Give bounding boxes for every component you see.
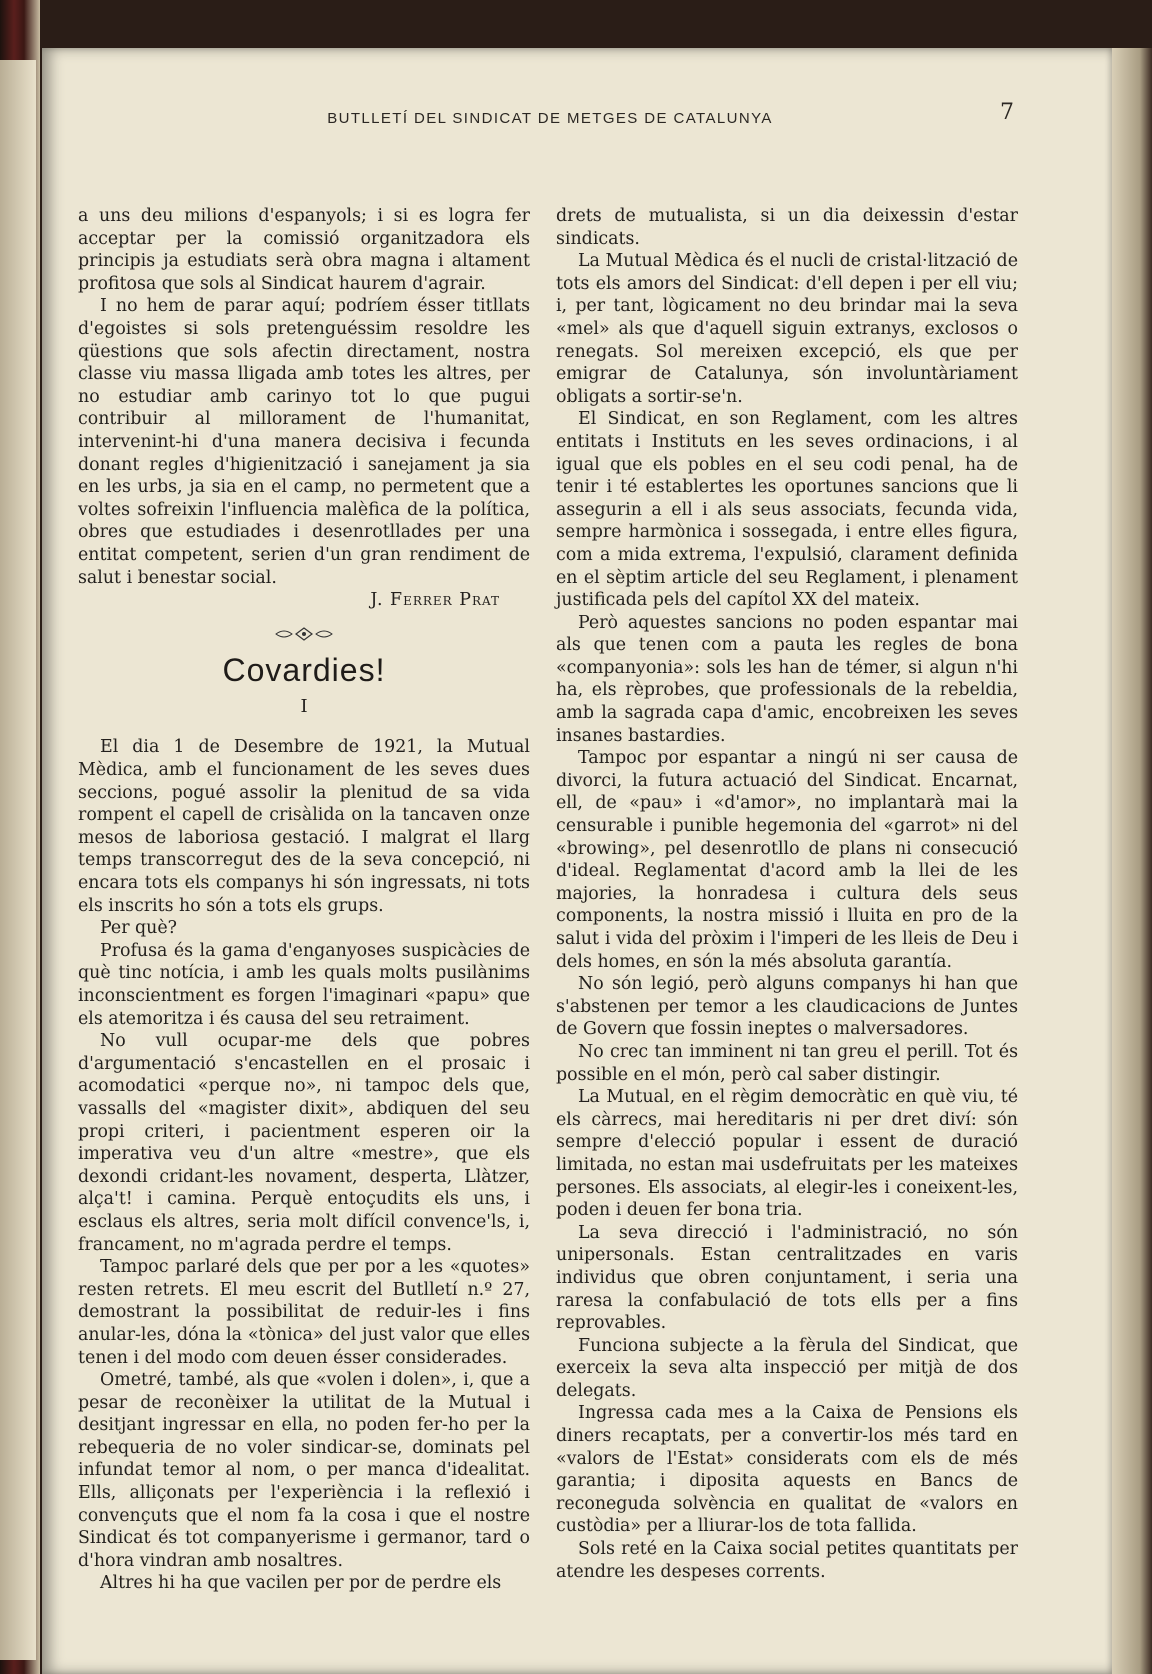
paragraph: Tampoc por espantar a ningú ni ser causa de divorci, la futura actuació del Sindicat. Encarnat, ell, de «pau» i «d'amor», no implantarà mai la censurable i punible hegemonia del «garrot» ni del «browing», pel desenrotllo de plans ni consecució d'ideal. Reglamentat d'acord amb la llei de les majories, la honradesa i cultura dels seus components, la nostra missió i lluita en pro de la salut i vida del pròxim i l'imperi de les lleis de Deu i dels homes, en són la més absoluta garantía.	[556, 748, 1018, 972]
paragraph: El dia 1 de Desembre de 1921, la Mutual Mèdica, amb el funcionament de les seves dues seccions, pogué assolir la plenitud de sa vida rompent el capell de crisàlida on la tancaven onze mesos de laboriosa gestació. I malgrat el llarg temps transcorregut des de la seva concepció, ni encara tots els companys hi són ingressats, ni tots els inscrits ho són a tots els grups.	[78, 737, 530, 916]
paragraph: Funciona subjecte a la fèrula del Sindicat, que exerceix la seva alta inspecció per mitjà de dos delegats.	[556, 1335, 1018, 1401]
paragraph: No vull ocupar-me dels que pobres d'argumentació s'encastellen en el prosaic i acomodatici «perque no», ni tampoc dels que, vassalls del «magister dixit», abdiquen del seu propi criteri, i pacientment esperen oir la imperativa veu d'un altre «mestre», que els dexondi cridant-les novament, desperta, Llàtzer, alça't! i camina. Perquè entoçudits els uns, i esclaus els altres, seria molt difícil convence'ls, i, francament, no m'agrada perdre el temps.	[78, 1031, 530, 1255]
right-column	[556, 205, 1018, 1583]
paragraph: La Mutual, en el règim democràtic en què viu, té els càrrecs, mai hereditaris ni per dret diví: són sempre d'elecció popular i essent de duració limitada, no estan mai usdefruitats per les mateixes persones. Els associats, al elegir-les i coneixent-les, poden i deuen fer bona tria.	[556, 1087, 1018, 1221]
paragraph: Però aquestes sancions no poden espantar mai als que tenen com a pauta les regles de bona «companyonia»: sols les han de témer, si algun n'hi ha, els rèprobes, que professionals de la rebeldia, amb la sagrada capa d'amic, encobreixen les seves insanes bastardies.	[556, 612, 1018, 746]
paragraph: La seva direcció i l'administració, no són unipersonals. Estan centralitzades en varis individus que obren conjuntament, i seria una raresa la confabulació de tots ells per a fins reprovables.	[556, 1222, 1018, 1334]
paragraph: I no hem de parar aquí; podríem ésser titllats d'egoistes si sols pretenguéssim resoldre les qüestions que sols afectin directament, nostra classe viu massa lligada amb totes les altres, per no estudiar amb carinyo tot lo que pugui contribuir al millorament de l'humanitat, intervenint-hi d'una manera decisiva i fecunda donant regles d'higienització i sanejament ja sia en les urbs, ja sia en el camp, no permetent que a voltes sofreixin l'influencia malèfica de la política, obres que estudiades i desenrotllades per una entitat competent, serien d'un gran rendiment de salut i benestar social.	[78, 296, 530, 588]
paragraph: Tampoc parlaré dels que per por a les «quotes» resten retrets. El meu escrit del Butlletí n.º 27, demostrant la possibilitat de reduir-les i fins anular-les, dóna la «tònica» del just valor que elles tenen i del modo com deuen ésser considerades.	[78, 1257, 530, 1368]
ornament-icon	[78, 626, 530, 650]
paragraph: Altres hi ha que vacilen per por de perdre els	[100, 1573, 502, 1594]
paragraph: Ometré, també, als que «volen i dolen», i, que a pesar de reconèixer la utilitat de la Mutual i desitjant ingressar en ella, no poden fer-ho per la rebequeria de no voler sindicar-se, dominats pel infundat temor al nom, o per manca d'idealitat. Ells, alliçonats per l'experiència i la reflexió i convençuts que el nom fa la cosa i que el nostre Sindicat és tot companyerisme i germanor, tard o d'hora vindran amb nosaltres.	[78, 1370, 530, 1571]
previous-page-edge	[0, 60, 36, 1660]
page-stack-edge	[1112, 48, 1152, 1674]
paragraph: Ingressa cada mes a la Caixa de Pensions els diners recaptats, per a convertir-los més tard en «valors de l'Estat» considerats com els de més garantia; i diposita aquests en Bancs de reconeguda solvència en qualitat de «valors en custòdia» per a lliurar-los de tota fallida.	[556, 1403, 1018, 1537]
section-number: I	[300, 695, 308, 717]
paragraph: El Sindicat, en son Reglament, com les altres entitats i Instituts en les seves ordinacions, i al igual que els pobles en el seu codi penal, ha de tenir i té establertes les oportunes sancions que li assegurin a ell i als seus associats, fecunda vida, sempre harmònica i sossegada, i entre elles figura, com a mida extrema, l'expulsió, clarament definida en el sèptim article del seu Reglament, i plenament justificada pels del capítol XX del mateix.	[556, 409, 1018, 611]
article-title: Covardies!	[222, 652, 386, 689]
paragraph: Sols reté en la Caixa social petites quantitats per atendre les despeses corrents.	[556, 1539, 1018, 1582]
paragraph: drets de mutualista, si un dia deixessin d'estar sindicats.	[556, 206, 1018, 249]
author-signature: J. Ferrer Prat	[370, 590, 500, 611]
paragraph: Profusa és la gama d'enganyoses suspicàcies de què tinc notícia, i amb les quals molts pusilànims inconscientment es forgen l'imaginari «papu» que els atemoritza i és causa del seu retraiment.	[78, 940, 530, 1029]
running-header: BUTLLETÍ DEL SINDICAT DE METGES DE CATALUNYA	[327, 110, 773, 127]
paragraph: La Mutual Mèdica és el nucli de cristal·lització de tots els amors del Sindicat: d'ell depen i per ell viu; i, per tant, lògicament no deu brindar mai la seva «mel» als que d'aquell siguin extranys, exclosos o renegats. Sol mereixen excepció, els que per emigrar de Catalunya, són involuntàriament obligats a sortir-se'n.	[556, 251, 1018, 407]
page-number: 7	[1000, 100, 1014, 125]
paragraph: No crec tan imminent ni tan greu el perill. Tot és possible en el món, però cal saber distingir.	[556, 1041, 1018, 1085]
left-column	[78, 205, 530, 1595]
paragraph: a uns deu milions d'espanyols; i si es logra fer acceptar per la comissió organitzadora els principis ja estudiats serà obra magna i altament profitosa que sols al Sindicat haurem d'agrair.	[78, 206, 530, 294]
paragraph: No són legió, però alguns companys hi han que s'abstenen per temor a les claudicacions de Juntes de Govern que fossin ineptes o malversadores.	[556, 974, 1018, 1040]
paragraph: Per què?	[100, 918, 178, 939]
